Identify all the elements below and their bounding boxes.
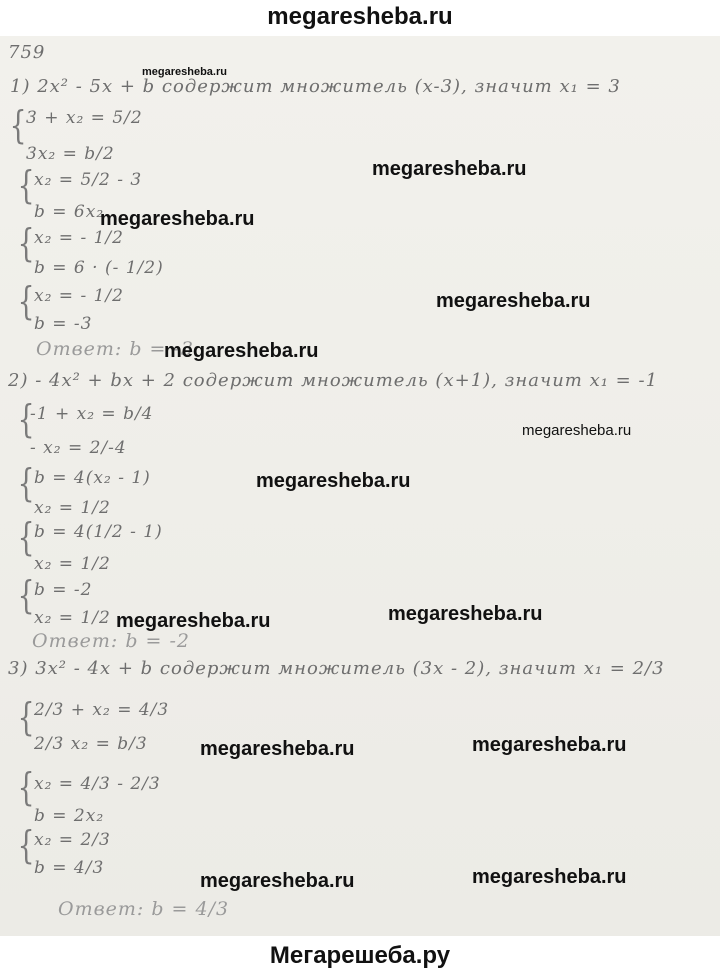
watermark: megaresheba.ru	[522, 422, 632, 439]
part2-s4-line1: b = -2	[34, 580, 93, 600]
watermark: megaresheba.ru	[116, 610, 271, 632]
part2-s4-line2: x₂ = 1/2	[34, 608, 111, 628]
part1-s2-line1: x₂ = 5/2 - 3	[34, 170, 143, 190]
system-brace: {	[17, 515, 35, 559]
watermark: megaresheba.ru	[436, 290, 591, 312]
part2-s3-line2: x₂ = 1/2	[34, 554, 111, 574]
part3-s1-line2: 2/3 x₂ = b/3	[34, 734, 148, 754]
part3-statement: 3) 3x² - 4x + b содержит множитель (3x - 2), значит x₁ = 2/3	[8, 658, 665, 679]
system-brace: {	[17, 823, 35, 867]
part1-s1-line1: 3 + x₂ = 5/2	[26, 108, 143, 128]
system-brace: {	[9, 103, 27, 147]
system-brace: {	[17, 695, 35, 739]
site-header: megaresheba.ru	[267, 3, 453, 30]
watermark-small: megaresheba.ru	[142, 66, 227, 78]
part1-s3-line1: x₂ = - 1/2	[34, 228, 124, 248]
watermark: megaresheba.ru	[472, 734, 627, 756]
part1-statement: 1) 2x² - 5x + b содержит множитель (x-3), значит x₁ = 3	[10, 76, 621, 97]
part3-answer: Ответ: b = 4/3	[58, 898, 230, 920]
part3-s1-line1: 2/3 + x₂ = 4/3	[34, 700, 170, 720]
system-brace: {	[17, 279, 35, 323]
part2-statement: 2) - 4x² + bx + 2 содержит множитель (x+1), значит x₁ = -1	[8, 370, 659, 391]
watermark: megaresheba.ru	[256, 470, 411, 492]
watermark: megaresheba.ru	[200, 738, 355, 760]
watermark: megaresheba.ru	[388, 603, 543, 625]
system-brace: {	[17, 163, 35, 207]
site-footer: Мегарешеба.ру	[269, 942, 451, 969]
part2-s1-line2: - x₂ = 2/-4	[30, 438, 127, 458]
system-brace: {	[17, 765, 35, 809]
part2-s2-line2: x₂ = 1/2	[34, 498, 111, 518]
watermark: megaresheba.ru	[200, 870, 355, 892]
watermark: megaresheba.ru	[100, 208, 255, 230]
part1-s4-line2: b = -3	[34, 314, 93, 334]
part2-s2-line1: b = 4(x₂ - 1)	[34, 468, 151, 488]
part3-s2-line1: x₂ = 4/3 - 2/3	[34, 774, 161, 794]
system-brace: {	[17, 221, 35, 265]
system-brace: {	[17, 397, 35, 441]
part1-answer: Ответ: b = -3	[36, 338, 195, 360]
part1-s1-line2: 3x₂ = b/2	[26, 144, 115, 164]
part1-s3-line2: b = 6 · (- 1/2)	[34, 258, 164, 278]
system-brace: {	[17, 461, 35, 505]
watermark: megaresheba.ru	[372, 158, 527, 180]
part1-s2-line2: b = 6x₂	[34, 202, 105, 222]
part2-s3-line1: b = 4(1/2 - 1)	[34, 522, 163, 542]
part3-s3-line1: x₂ = 2/3	[34, 830, 111, 850]
part3-s2-line2: b = 2x₂	[34, 806, 105, 826]
part3-s3-line2: b = 4/3	[34, 858, 105, 878]
watermark: megaresheba.ru	[164, 340, 319, 362]
system-brace: {	[17, 573, 35, 617]
part2-answer: Ответ: b = -2	[32, 630, 191, 652]
watermark: megaresheba.ru	[472, 866, 627, 888]
part2-s1-line1: -1 + x₂ = b/4	[30, 404, 154, 424]
homework-photo	[0, 36, 720, 936]
part1-s4-line1: x₂ = - 1/2	[34, 286, 124, 306]
problem-number: 759	[8, 42, 46, 63]
